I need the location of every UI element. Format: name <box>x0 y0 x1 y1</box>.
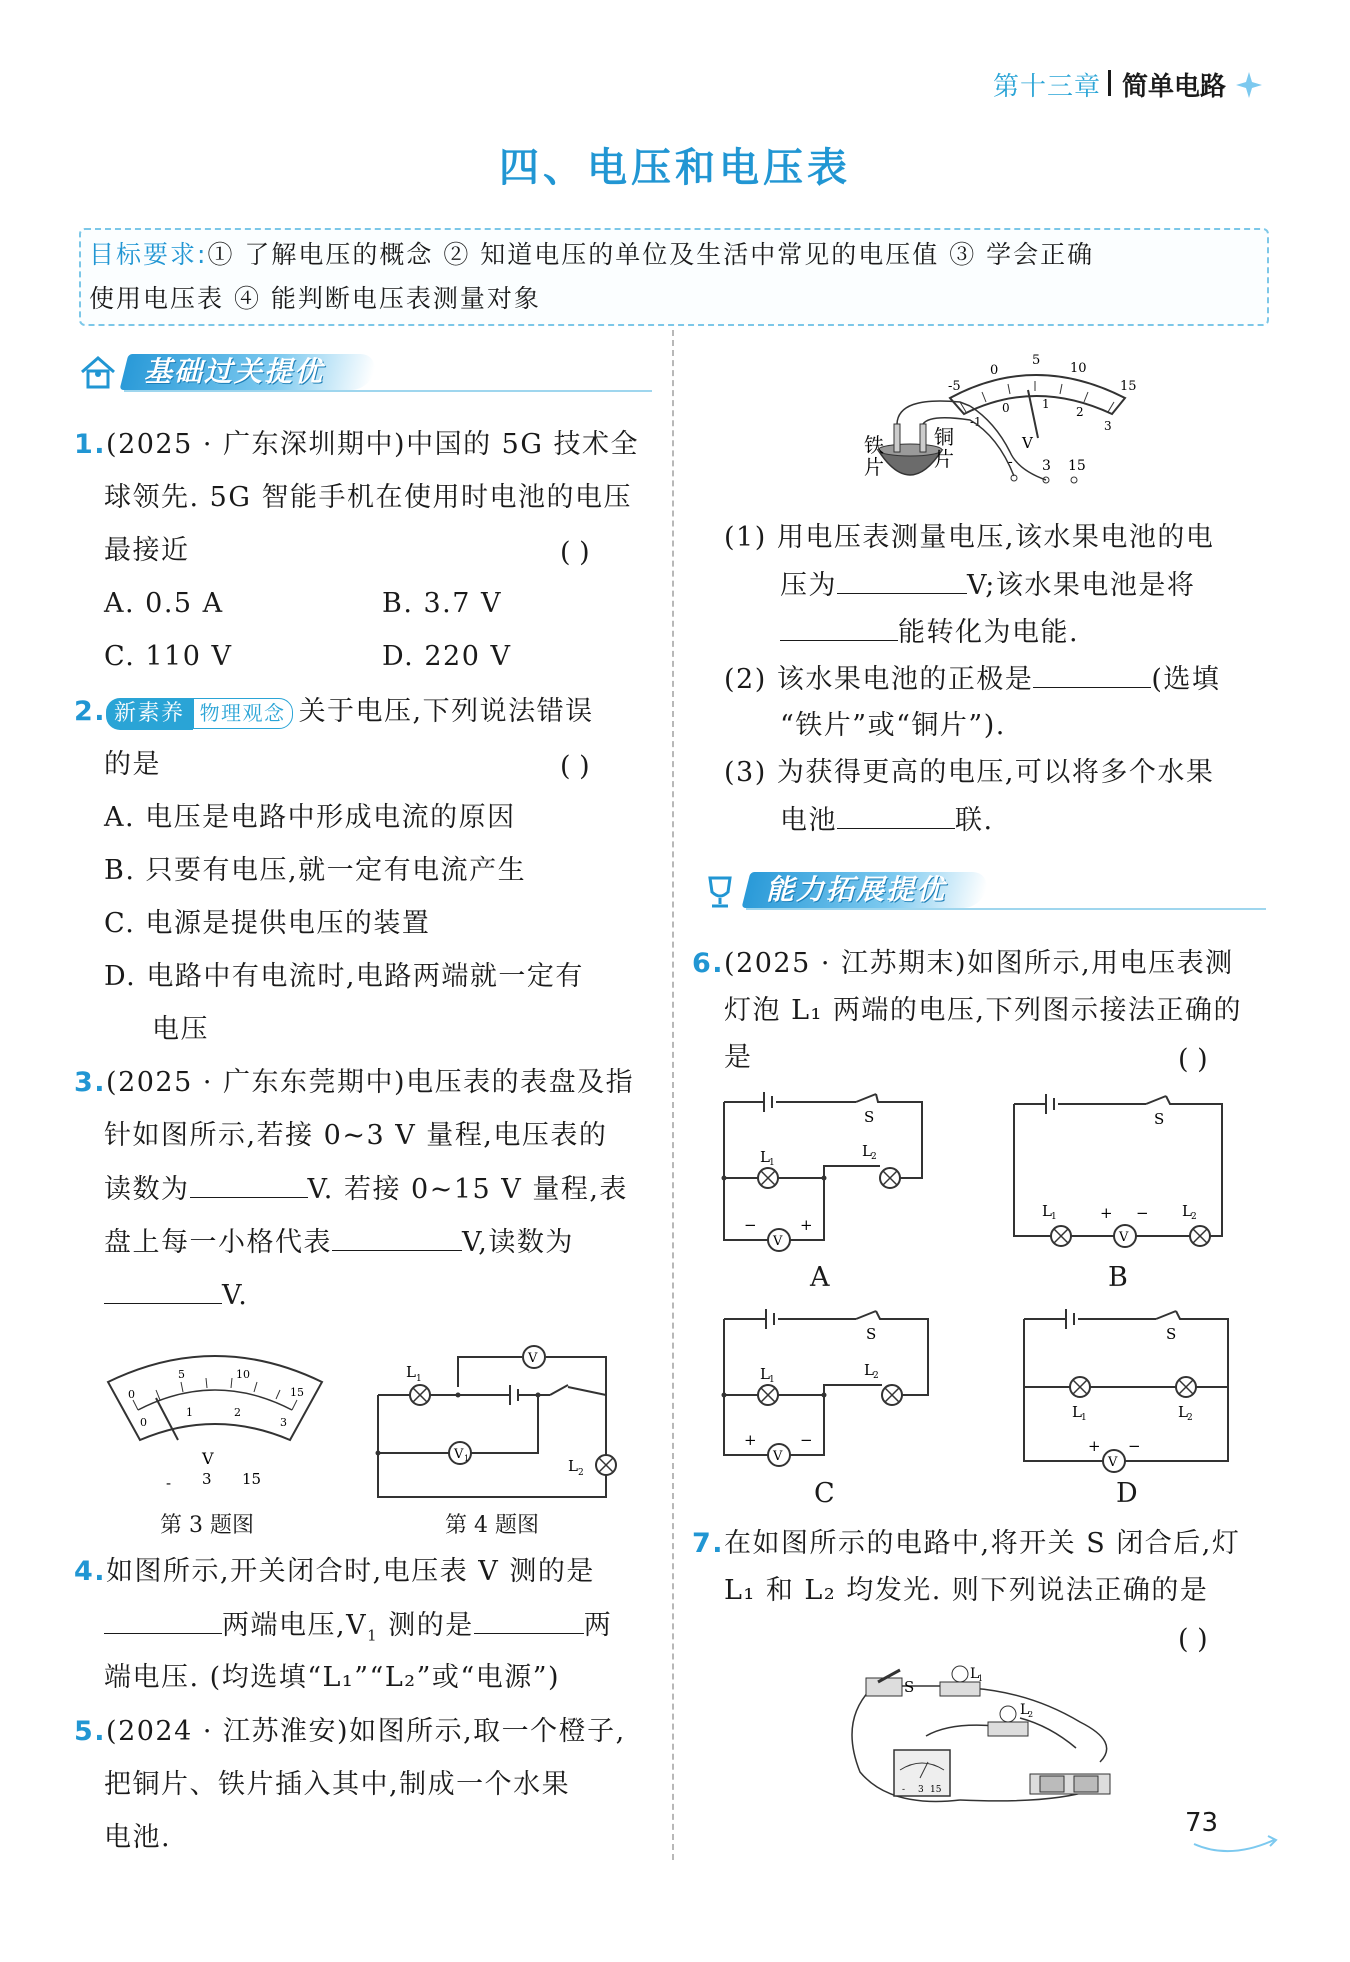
q3-line-4b: V,读数为 <box>462 1227 574 1258</box>
q4-line-2a: 两端电压,V <box>222 1610 368 1641</box>
q6-line-2: 灯泡 L₁ 两端的电压,下列图示接法正确的 <box>724 995 1243 1026</box>
fig5-iron-1: 铁 <box>864 433 884 457</box>
fig3-terminal-3: 3 <box>202 1470 212 1488</box>
learning-goals-box <box>79 228 1269 326</box>
banner-basic <box>78 352 652 392</box>
fig5-tick-bottom-1: 1 <box>1042 397 1050 411</box>
fig7-label-l2: L <box>1020 1702 1030 1718</box>
fig3-tick-top-0: 0 <box>128 1388 135 1401</box>
chapter-name: 简单电路 <box>1122 72 1227 102</box>
banner-advanced-text: 能力拓展提优 <box>766 873 947 906</box>
q5-sub2-line-1a: (2) 该水果电池的正极是 <box>724 664 1034 695</box>
fig7-switch <box>866 1678 902 1696</box>
fig4-caption: 第 4 题图 <box>445 1513 539 1538</box>
fig3-tick-bottom-3: 3 <box>280 1416 287 1429</box>
q6a-switch-s: S <box>864 1108 875 1126</box>
banner-basic-text: 基础过关提优 <box>144 355 325 388</box>
q4-line-2c: 两 <box>583 1610 613 1641</box>
fig7-meter-minus: - <box>902 1785 906 1795</box>
q6-answer-paren: ( ) <box>1178 1044 1208 1075</box>
q5-sub3-line-1: (3) 为获得更高的电压,可以将多个水果 <box>724 757 1215 788</box>
banner-advanced <box>700 870 1266 910</box>
fig3-unit: V <box>202 1449 214 1468</box>
fig5-unit: V <box>1022 434 1033 452</box>
q6c-switch-s: S <box>866 1325 877 1343</box>
figure-7-physical-circuit <box>830 1662 1130 1812</box>
q6b-l2: L <box>1182 1202 1192 1220</box>
fig7-meter-15: 15 <box>930 1785 942 1795</box>
q4-blank-2[interactable] <box>474 1605 584 1634</box>
q5-sub2-line-2: “铁片”或“铜片”). <box>780 710 1006 741</box>
q6c-l2-sub: 2 <box>873 1371 879 1381</box>
q2-line-2: 的是 <box>104 749 161 780</box>
q6b-switch-s: S <box>1154 1110 1165 1128</box>
q6a-minus: − <box>744 1216 757 1234</box>
fig4-voltmeter-v: V <box>528 1351 538 1366</box>
q6a-plus: + <box>800 1216 813 1234</box>
q6b-l1: L <box>1042 1202 1052 1220</box>
q4-line-3: 端电压. (均选填“L₁”“L₂”或“电源”) <box>104 1662 561 1693</box>
q3-line-3b: V. 若接 0~15 V 量程,表 <box>307 1174 628 1205</box>
q3-number: 3. <box>74 1067 107 1098</box>
q3-line-2: 针如图所示,若接 0~3 V 量程,电压表的 <box>104 1120 608 1151</box>
q6b-plus: + <box>1100 1204 1113 1222</box>
fig5-tick-top-10: 10 <box>1070 361 1087 376</box>
q3-blank-3[interactable] <box>104 1275 222 1304</box>
q1-line-2: 球领先. 5G 智能手机在使用时电池的电压 <box>104 482 632 513</box>
q5-sub1-line-2a: 压为 <box>780 570 837 601</box>
fig4-label-l1: L <box>406 1363 416 1381</box>
q2-tag-new: 新素养 <box>106 698 193 730</box>
q2-answer-paren: ( ) <box>560 751 590 782</box>
fig7-label-l1-sub: 1 <box>978 1674 984 1683</box>
q1-line-3: 最接近 <box>104 535 190 566</box>
fig4-label-l1-sub: 1 <box>416 1374 422 1384</box>
q2-line-1: 关于电压,下列说法错误 <box>298 696 594 727</box>
q5-blank-voltage[interactable] <box>837 565 967 594</box>
q5-blank-positive[interactable] <box>1033 659 1151 688</box>
q6a-l1: L <box>760 1148 770 1166</box>
q6c-l1: L <box>760 1365 770 1383</box>
fig3-terminal-15: 15 <box>242 1470 262 1488</box>
q3-blank-2[interactable] <box>332 1222 462 1251</box>
q3-line-5: V. <box>222 1280 249 1311</box>
q6-circuit-c <box>716 1305 936 1475</box>
section-title: 四、电压和电压表 <box>499 144 851 191</box>
fig3-caption: 第 3 题图 <box>160 1513 254 1538</box>
q3-line-4a: 盘上每一小格代表 <box>104 1227 332 1258</box>
fig5-tick-top-0: 0 <box>990 363 999 378</box>
fig3-tick-bottom-0: 0 <box>140 1416 147 1429</box>
fig3-terminal-minus: - <box>166 1474 172 1490</box>
house-icon <box>78 352 118 392</box>
q6a-l2: L <box>862 1142 872 1160</box>
q3-blank-1[interactable] <box>190 1169 308 1198</box>
fig3-tick-top-10: 10 <box>236 1368 250 1381</box>
header-divider <box>1108 70 1111 96</box>
fig5-tick-top-m5: -5 <box>948 379 961 394</box>
q6-line-3: 是 <box>724 1042 753 1073</box>
q5-number: 5. <box>74 1716 107 1747</box>
fig7-meter-3: 3 <box>918 1785 924 1795</box>
q6c-voltmeter-v: V <box>773 1449 783 1464</box>
fig5-tick-bottom-2: 2 <box>1076 405 1084 419</box>
q4-line-1: 如图所示,开关闭合时,电压表 V 测的是 <box>106 1556 595 1587</box>
fig5-tick-top-15: 15 <box>1120 379 1137 394</box>
q5-line-2: 把铜片、铁片插入其中,制成一个水果 <box>104 1769 571 1800</box>
column-divider <box>672 330 674 1860</box>
q6-circuit-b <box>1006 1090 1236 1260</box>
q5-sub1-line-2b: V;该水果电池是将 <box>967 570 1196 601</box>
fig7-label-l2-sub: 2 <box>1028 1710 1034 1719</box>
q5-blank-connection[interactable] <box>837 800 955 829</box>
q2-option-c: C. 电源是提供电压的装置 <box>104 908 431 939</box>
q6d-l2-sub: 2 <box>1187 1413 1193 1423</box>
goals-line-1: ① 了解电压的概念 ② 知道电压的单位及生活中常见的电压值 ③ 学会正确 <box>207 240 1095 269</box>
fig3-tick-top-5: 5 <box>178 1368 185 1381</box>
q6d-l1: L <box>1072 1403 1082 1421</box>
q6d-minus: − <box>1128 1437 1141 1455</box>
q6b-l1-sub: 1 <box>1051 1212 1057 1222</box>
q7-line-2: L₁ 和 L₂ 均发光. 则下列说法正确的是 <box>724 1575 1209 1606</box>
fig5-iron-2: 片 <box>864 455 884 479</box>
q3-line-3a: 读数为 <box>104 1174 190 1205</box>
goals-label: 目标要求: <box>89 240 208 269</box>
fig5-copper-2: 片 <box>934 447 954 471</box>
fig4-voltmeter-v1: V <box>454 1447 464 1462</box>
q6-line-1: (2025 · 江苏期末)如图所示,用电压表测 <box>724 948 1234 979</box>
q6b-voltmeter-v: V <box>1119 1230 1129 1245</box>
q3-line-1: (2025 · 广东东莞期中)电压表的表盘及指 <box>106 1067 635 1098</box>
q6d-l2: L <box>1178 1403 1188 1421</box>
fig5-tick-bottom-0: 0 <box>1002 401 1010 415</box>
q4-blank-1[interactable] <box>104 1605 222 1634</box>
figure-5-fruit-battery <box>820 340 1180 500</box>
fig4-voltmeter-v1-sub: 1 <box>464 1454 470 1463</box>
fig7-label-l1: L <box>970 1666 980 1682</box>
q5-line-3: 电池. <box>104 1822 172 1853</box>
q6c-l2: L <box>864 1361 874 1379</box>
q6-label-c: C <box>814 1478 837 1509</box>
q5-line-1: (2024 · 江苏淮安)如图所示,取一个橙子, <box>106 1716 626 1747</box>
q6c-plus: + <box>744 1431 757 1449</box>
q6-label-a: A <box>810 1262 831 1293</box>
page-number: 73 <box>1185 1808 1219 1838</box>
q6c-l1-sub: 1 <box>769 1375 775 1385</box>
q6d-l1-sub: 1 <box>1081 1413 1087 1423</box>
fig5-tick-top-5: 5 <box>1032 353 1041 368</box>
q6d-switch-s: S <box>1166 1325 1177 1343</box>
fig4-label-l2-sub: 2 <box>578 1468 584 1478</box>
trophy-icon <box>700 870 740 910</box>
q6-number: 6. <box>692 948 725 979</box>
fig3-tick-top-15: 15 <box>290 1386 304 1399</box>
fig5-tick-bottom-3: 3 <box>1104 419 1112 433</box>
q1-line-1: (2025 · 广东深圳期中)中国的 5G 技术全 <box>106 429 639 460</box>
q1-option-c: C. 110 V <box>104 641 233 672</box>
q4-number: 4. <box>74 1556 107 1587</box>
q2-option-a: A. 电压是电路中形成电流的原因 <box>104 802 516 833</box>
q4-line-2b: 测的是 <box>378 1610 474 1641</box>
q1-option-b: B. 3.7 V <box>382 588 503 619</box>
q7-number: 7. <box>692 1528 725 1559</box>
q6-circuit-d <box>1016 1305 1236 1475</box>
q1-number: 1. <box>74 429 107 460</box>
q2-option-d-cont: 电压 <box>152 1014 209 1045</box>
figure-3-voltmeter <box>100 1340 330 1490</box>
q6c-minus: − <box>800 1431 813 1449</box>
goals-line-2: 使用电压表 ④ 能判断电压表测量对象 <box>89 284 541 313</box>
fig3-tick-bottom-2: 2 <box>234 1406 241 1419</box>
q5-sub3-line-2a: 电池 <box>780 805 837 836</box>
q2-number: 2. <box>74 696 107 727</box>
q6a-l2-sub: 2 <box>871 1152 877 1162</box>
q6-label-b: B <box>1108 1262 1130 1293</box>
q7-line-1: 在如图所示的电路中,将开关 S 闭合后,灯 <box>724 1528 1241 1559</box>
q1-option-d: D. 220 V <box>382 641 512 672</box>
fig5-tick-bottom-m1: -1 <box>970 415 982 429</box>
fig7-bulb-l2 <box>1000 1706 1016 1722</box>
q5-blank-energy[interactable] <box>780 612 898 641</box>
q5-sub1-line-1: (1) 用电压表测量电压,该水果电池的电 <box>724 522 1215 553</box>
q2-option-d: D. 电路中有电流时,电路两端就一定有 <box>104 961 584 992</box>
q6a-l1-sub: 1 <box>769 1158 775 1168</box>
sparkle-icon <box>1236 72 1262 98</box>
q1-option-a: A. 0.5 A <box>104 588 224 619</box>
q7-answer-paren: ( ) <box>1178 1624 1208 1655</box>
q6b-minus: − <box>1136 1204 1149 1222</box>
fig5-needle <box>1028 390 1038 438</box>
q5-sub3-line-2b: 联. <box>955 805 994 836</box>
q5-sub2-line-1b: (选填 <box>1151 664 1221 695</box>
q2-tag-concept: 物理观念 <box>193 698 293 729</box>
fig3-tick-bottom-1: 1 <box>186 1406 193 1419</box>
fig4-label-l2: L <box>568 1457 578 1475</box>
q6-label-d: D <box>1116 1478 1140 1509</box>
fig7-bulb-l1 <box>952 1666 968 1682</box>
fig5-terminal-minus: - <box>1008 454 1013 470</box>
fig5-copper-1: 铜 <box>934 425 954 449</box>
fig5-terminal-15: 15 <box>1068 458 1086 474</box>
q6d-voltmeter-v: V <box>1108 1455 1118 1470</box>
q6-circuit-a <box>716 1090 936 1260</box>
figure-4-circuit <box>370 1345 630 1505</box>
fig7-label-s: S <box>904 1678 915 1696</box>
q1-answer-paren: ( ) <box>560 537 590 568</box>
q6b-l2-sub: 2 <box>1191 1212 1197 1222</box>
q2-option-b: B. 只要有电压,就一定有电流产生 <box>104 855 527 886</box>
chapter-label: 第十三章 <box>993 72 1102 102</box>
q4-v1-sub: 1 <box>367 1626 379 1645</box>
q6a-voltmeter-v: V <box>773 1234 783 1249</box>
q6d-plus: + <box>1088 1437 1101 1455</box>
fig5-terminal-3: 3 <box>1042 458 1051 474</box>
q5-sub1-line-3: 能转化为电能. <box>898 617 1080 648</box>
